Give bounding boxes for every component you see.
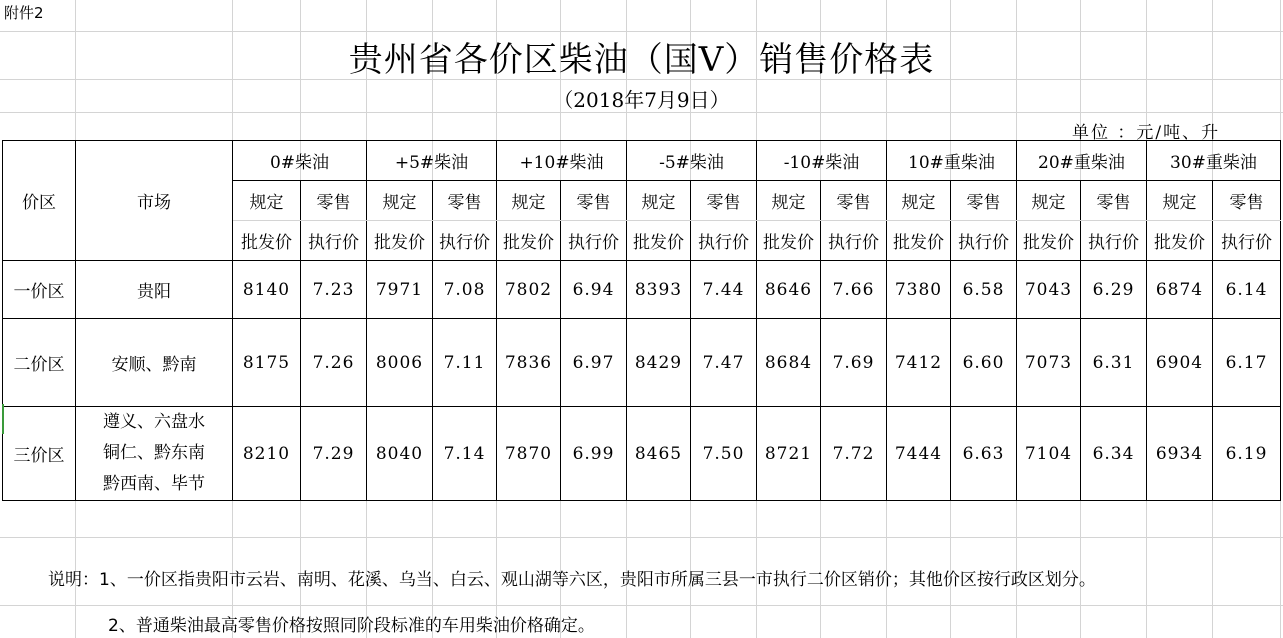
note-2: 2、普通柴油最高零售价格按照同阶段标准的车用柴油价格确定。	[108, 616, 595, 636]
wholesale-price-cell: 8175	[233, 319, 301, 407]
retail-price-cell: 7.14	[433, 407, 497, 501]
header-product: -10#柴油	[757, 141, 887, 181]
wholesale-price-cell: 7802	[497, 261, 561, 319]
subheader-wholesale: 规定	[1017, 181, 1081, 221]
subheader-retail: 零售	[561, 181, 627, 221]
wholesale-price-cell: 8465	[627, 407, 691, 501]
retail-price-cell: 7.08	[433, 261, 497, 319]
subheader-retail-price: 执行价	[301, 221, 367, 261]
retail-price-cell: 7.29	[301, 407, 367, 501]
retail-price-cell: 6.99	[561, 407, 627, 501]
subheader-retail: 零售	[1213, 181, 1281, 221]
retail-price-cell: 7.72	[821, 407, 887, 501]
market-line: 遵义、六盘水	[103, 412, 205, 432]
zone-cell: 一价区	[3, 261, 76, 319]
note-1: 说明：1、一价区指贵阳市云岩、南明、花溪、乌当、白云、观山湖等六区，贵阳市所属三县一市执行二价区销价；其他价区按行政区划分。	[48, 570, 1096, 590]
subheader-retail: 零售	[691, 181, 757, 221]
wholesale-price-cell: 7380	[887, 261, 951, 319]
wholesale-price-cell: 7043	[1017, 261, 1081, 319]
subheader-retail-price: 执行价	[1213, 221, 1281, 261]
subheader-retail-price: 执行价	[433, 221, 497, 261]
retail-price-cell: 6.31	[1081, 319, 1147, 407]
retail-price-cell: 6.14	[1213, 261, 1281, 319]
subheader-wholesale: 规定	[367, 181, 433, 221]
subheader-wholesale: 规定	[887, 181, 951, 221]
wholesale-price-cell: 7412	[887, 319, 951, 407]
retail-price-cell: 6.60	[951, 319, 1017, 407]
wholesale-price-cell: 8684	[757, 319, 821, 407]
wholesale-price-cell: 8429	[627, 319, 691, 407]
subheader-wholesale-price: 批发价	[497, 221, 561, 261]
wholesale-price-cell: 6874	[1147, 261, 1213, 319]
wholesale-price-cell: 7104	[1017, 407, 1081, 501]
market-line: 铜仁、黔东南	[103, 443, 205, 463]
zone-cell: 二价区	[3, 319, 76, 407]
subheader-retail-price: 执行价	[951, 221, 1017, 261]
wholesale-price-cell: 7836	[497, 319, 561, 407]
retail-price-cell: 6.58	[951, 261, 1017, 319]
header-zone: 价区	[3, 141, 76, 261]
header-product: +10#柴油	[497, 141, 627, 181]
page-title: 贵州省各价区柴油（国Ⅴ）销售价格表	[348, 40, 935, 80]
retail-price-cell: 6.19	[1213, 407, 1281, 501]
wholesale-price-cell: 8210	[233, 407, 301, 501]
subheader-wholesale: 规定	[1147, 181, 1213, 221]
unit-label: 单位 ：元/吨、升	[1072, 123, 1221, 143]
retail-price-cell: 6.17	[1213, 319, 1281, 407]
zone-cell: 三价区	[3, 407, 76, 501]
wholesale-price-cell: 7444	[887, 407, 951, 501]
subheader-retail-price: 执行价	[691, 221, 757, 261]
market-cell: 贵阳	[76, 261, 233, 319]
wholesale-price-cell: 7073	[1017, 319, 1081, 407]
retail-price-cell: 7.69	[821, 319, 887, 407]
retail-price-cell: 7.47	[691, 319, 757, 407]
wholesale-price-cell: 7870	[497, 407, 561, 501]
retail-price-cell: 6.29	[1081, 261, 1147, 319]
header-product: 30#重柴油	[1147, 141, 1281, 181]
wholesale-price-cell: 8646	[757, 261, 821, 319]
market-cell	[76, 407, 233, 501]
subheader-retail-price: 执行价	[561, 221, 627, 261]
attachment-label: 附件2	[4, 4, 44, 22]
header-product: +5#柴油	[367, 141, 497, 181]
header-product: 0#柴油	[233, 141, 367, 181]
subheader-wholesale-price: 批发价	[233, 221, 301, 261]
subheader-retail: 零售	[821, 181, 887, 221]
subheader-wholesale: 规定	[757, 181, 821, 221]
wholesale-price-cell: 8040	[367, 407, 433, 501]
subheader-wholesale-price: 批发价	[887, 221, 951, 261]
wholesale-price-cell: 8393	[627, 261, 691, 319]
subheader-wholesale: 规定	[233, 181, 301, 221]
subheader-retail: 零售	[433, 181, 497, 221]
subheader-wholesale-price: 批发价	[1017, 221, 1081, 261]
subheader-wholesale: 规定	[627, 181, 691, 221]
subheader-retail-price: 执行价	[1081, 221, 1147, 261]
retail-price-cell: 7.23	[301, 261, 367, 319]
header-product: 20#重柴油	[1017, 141, 1147, 181]
subheader-retail: 零售	[301, 181, 367, 221]
subheader-retail: 零售	[1081, 181, 1147, 221]
retail-price-cell: 7.50	[691, 407, 757, 501]
subheader-wholesale-price: 批发价	[757, 221, 821, 261]
retail-price-cell: 7.26	[301, 319, 367, 407]
retail-price-cell: 7.66	[821, 261, 887, 319]
subheader-wholesale-price: 批发价	[367, 221, 433, 261]
retail-price-cell: 6.63	[951, 407, 1017, 501]
subheader-wholesale-price: 批发价	[627, 221, 691, 261]
header-product: 10#重柴油	[887, 141, 1017, 181]
retail-price-cell: 7.11	[433, 319, 497, 407]
selection-marker	[2, 404, 4, 434]
retail-price-cell: 6.94	[561, 261, 627, 319]
wholesale-price-cell: 6904	[1147, 319, 1213, 407]
date-subtitle: （2018年7月9日）	[553, 88, 730, 112]
market-cell: 安顺、黔南	[76, 319, 233, 407]
wholesale-price-cell: 8006	[367, 319, 433, 407]
price-table	[2, 140, 1281, 501]
subheader-retail: 零售	[951, 181, 1017, 221]
header-product: -5#柴油	[627, 141, 757, 181]
wholesale-price-cell: 8721	[757, 407, 821, 501]
wholesale-price-cell: 7971	[367, 261, 433, 319]
retail-price-cell: 6.34	[1081, 407, 1147, 501]
retail-price-cell: 7.44	[691, 261, 757, 319]
subheader-wholesale: 规定	[497, 181, 561, 221]
subheader-retail-price: 执行价	[821, 221, 887, 261]
retail-price-cell: 6.97	[561, 319, 627, 407]
subheader-wholesale-price: 批发价	[1147, 221, 1213, 261]
wholesale-price-cell: 6934	[1147, 407, 1213, 501]
market-line: 黔西南、毕节	[103, 474, 205, 494]
wholesale-price-cell: 8140	[233, 261, 301, 319]
header-market: 市场	[76, 141, 233, 261]
